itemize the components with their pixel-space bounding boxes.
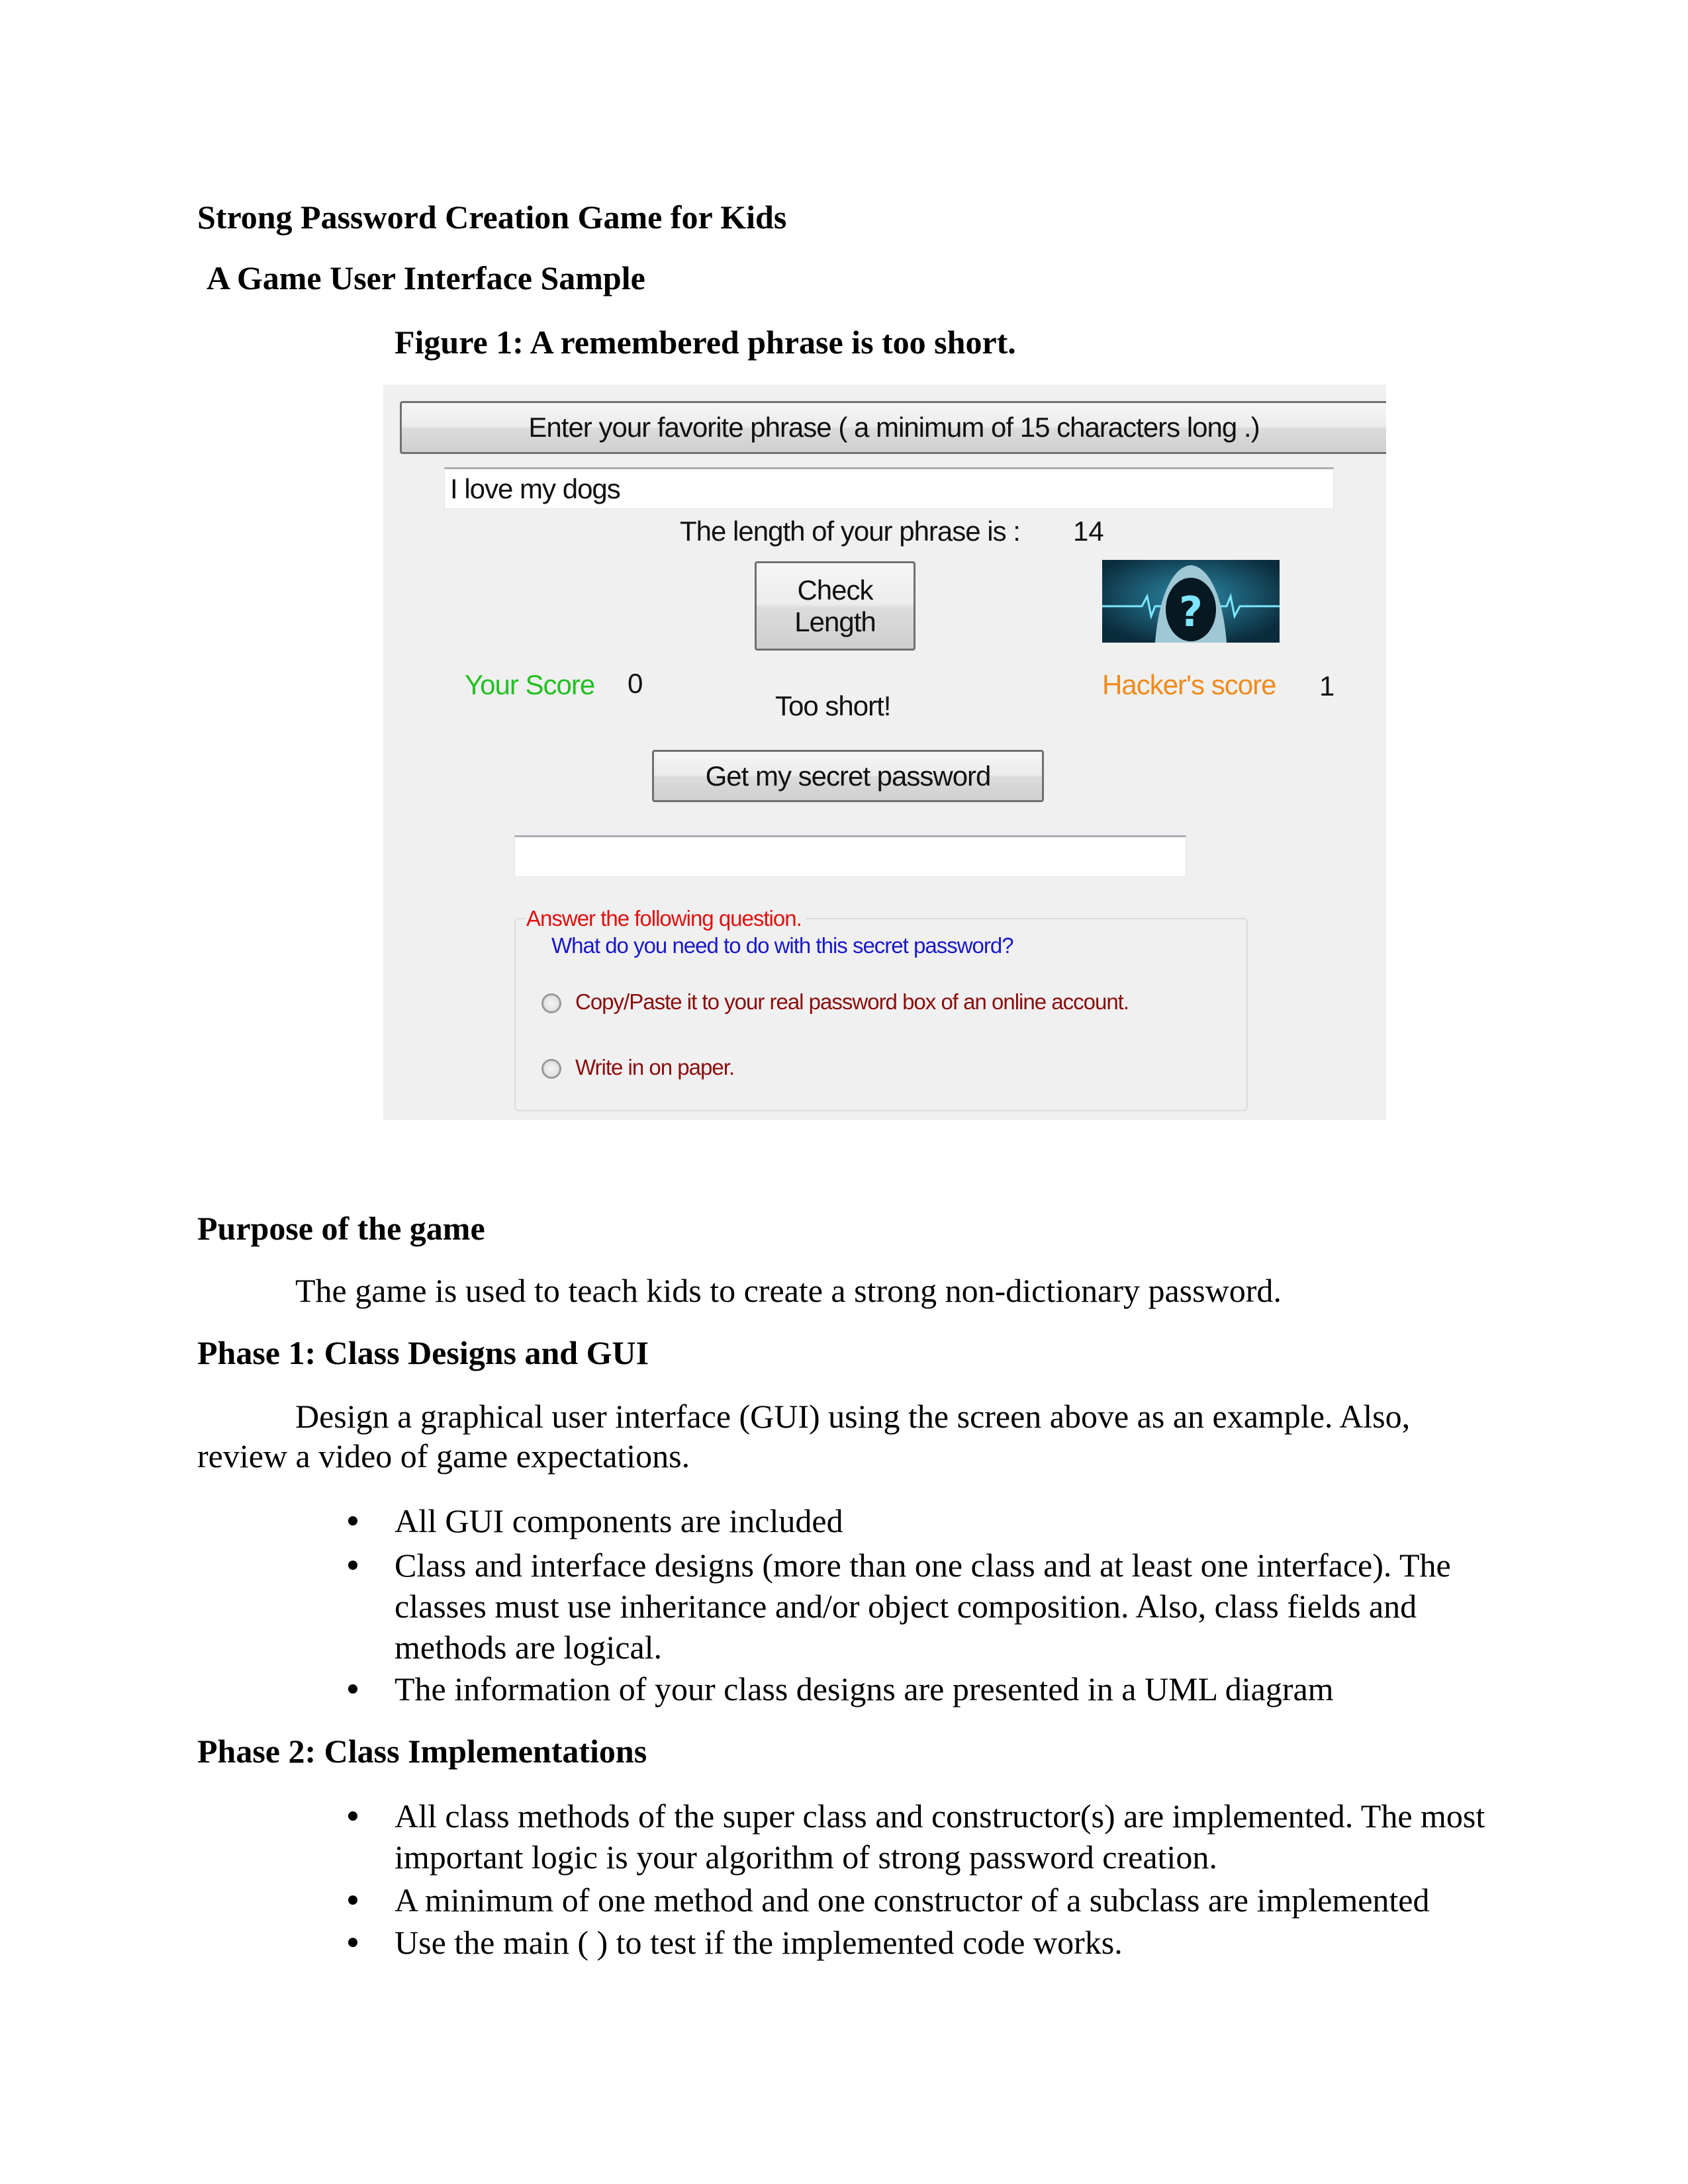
phase1-bullet-2-line2: classes must use inheritance and/or object composition. Also, class fields and <box>395 1588 1417 1625</box>
option-radio-write-paper[interactable] <box>541 1059 561 1079</box>
phase2-bullet-3: Use the main ( ) to test if the implemented code works. <box>395 1924 1123 1961</box>
purpose-heading: Purpose of the game <box>197 1210 485 1247</box>
length-label: The length of your phrase is : <box>680 516 1020 547</box>
status-message: Too short! <box>775 690 891 721</box>
your-score-label: Your Score <box>465 669 595 700</box>
phase1-bullet-1: All GUI components are included <box>395 1502 843 1539</box>
phrase-input[interactable] <box>444 467 1334 509</box>
phase2-bullet-1-line1: All class methods of the super class and constructor(s) are implemented. The most <box>395 1797 1485 1835</box>
bullet-icon <box>348 1516 357 1525</box>
phase1-bullet-3: The information of your class designs are presented in a UML diagram <box>395 1670 1334 1707</box>
phase1-bullet-2-line3: methods are logical. <box>395 1629 663 1666</box>
your-score-value: 0 <box>628 668 643 699</box>
length-value: 14 <box>1073 516 1104 547</box>
purpose-text: The game is used to teach kids to create a strong non-dictionary password. <box>295 1272 1282 1309</box>
phase2-bullet-2: A minimum of one method and one constructor of a subclass are implemented <box>395 1882 1430 1919</box>
figure-caption: Figure 1: A remembered phrase is too short. <box>395 324 1016 361</box>
phrase-input-value: I love my dogs <box>450 473 620 504</box>
question-group-legend: Answer the following question. <box>526 906 806 931</box>
document-subtitle: A Game User Interface Sample <box>207 259 645 296</box>
option-label-copy-paste[interactable]: Copy/Paste it to your real password box of an online account. <box>575 989 1129 1014</box>
bullet-icon <box>348 1811 357 1821</box>
bullet-icon <box>348 1684 357 1694</box>
phase1-heading: Phase 1: Class Designs and GUI <box>197 1334 649 1371</box>
secret-password-output[interactable] <box>514 835 1186 877</box>
hacker-score-label: Hacker's score <box>1102 669 1276 700</box>
check-length-button[interactable] <box>755 561 915 651</box>
enter-phrase-header-button[interactable]: Enter your favorite phrase ( a minimum of 15 characters long .) <box>400 401 1386 454</box>
hacker-image <box>1102 560 1280 643</box>
bullet-icon <box>348 1561 357 1570</box>
phase2-bullet-1-line2: important logic is your algorithm of strong password creation. <box>395 1839 1217 1876</box>
svg-text:?: ? <box>1179 588 1203 636</box>
option-radio-copy-paste[interactable] <box>541 993 561 1013</box>
document-title: Strong Password Creation Game for Kids <box>197 199 787 236</box>
phase1-bullet-2-line1: Class and interface designs (more than one class and at least one interface). The <box>395 1547 1451 1584</box>
get-secret-password-button[interactable]: Get my secret password <box>652 750 1044 802</box>
option-label-write-paper[interactable]: Write in on paper. <box>575 1055 735 1079</box>
phase1-text-line2: review a video of game expectations. <box>197 1437 690 1475</box>
check-length-label-line1: Check <box>797 574 873 606</box>
phase1-text-line1: Design a graphical user interface (GUI) using the screen above as an example. Also, <box>295 1398 1411 1435</box>
phase2-heading: Phase 2: Class Implementations <box>197 1733 647 1770</box>
game-window <box>383 385 1386 1120</box>
check-length-label-line2: Length <box>794 606 876 637</box>
bullet-icon <box>348 1938 357 1947</box>
bullet-icon <box>348 1895 357 1905</box>
hacker-score-value: 1 <box>1319 670 1335 702</box>
question-text: What do you need to do with this secret password? <box>551 933 1013 958</box>
